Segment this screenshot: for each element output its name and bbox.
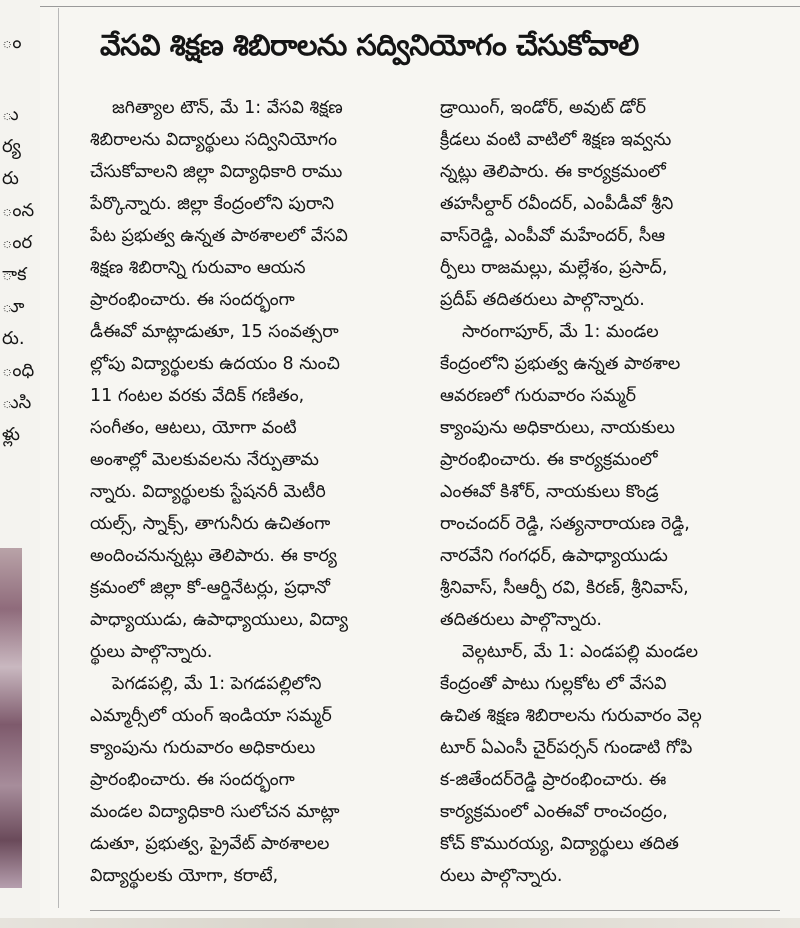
article-line: ప్రదీప్ తదితరులు పాల్గొన్నారు. xyxy=(440,290,645,310)
article-line: నారవేని గంగధర్, ఉపాధ్యాయుడు xyxy=(440,546,668,566)
article-line: చేసుకోవాలని జిల్లా విద్యాధికారి రాము xyxy=(90,162,343,182)
page-bottom-edge xyxy=(0,918,800,928)
article-line: డీఈవో మాట్లాడుతూ, 15 సంవత్సరా xyxy=(90,322,339,342)
article-line: ప్రారంభించారు. ఈ సందర్భంగా xyxy=(90,290,295,310)
article-line: క్యాంపును గురువారం అధికారులు xyxy=(90,738,316,758)
article-line: ఎమ్మార్సీలో యంగ్ ఇండియా సమ్మర్ xyxy=(90,706,332,726)
strip-line: ు xyxy=(2,104,19,125)
top-rule xyxy=(0,0,800,7)
adjacent-article-strip xyxy=(0,0,40,928)
strip-line: ర్య xyxy=(2,136,21,157)
article-line: యల్స్, స్నాక్స్, తాగునీరు ఉచితంగా xyxy=(90,514,331,534)
article-line: టూర్ ఏఎంసీ చైర్‌పర్సన్ గుండాటి గోపి xyxy=(440,738,693,758)
article-line: సంగీతం, ఆటలు, యోగా వంటి xyxy=(90,418,297,438)
strip-line: ాక xyxy=(2,264,27,285)
strip-line: ం xyxy=(2,32,22,53)
article-line: మండల విద్యాధికారి సులోచన మాట్లా xyxy=(90,802,340,822)
article-line: కేంద్రంతో పాటు గుల్లకోట లో వేసవి xyxy=(440,674,667,694)
article-line: న్నారు. విద్యార్థులకు స్టేషనరీ మెటీరి xyxy=(90,482,326,502)
article-line: ర్థులు పాల్గొన్నారు. xyxy=(90,642,213,662)
strip-line: ుసి xyxy=(2,392,32,413)
article-line: క్రమంలో జిల్లా కో-ఆర్డినేటర్లు, ప్రధానో xyxy=(90,578,331,598)
headline: వేసవి శిక్షణ శిబిరాలను సద్వినియోగం చేసుకోవాలి xyxy=(100,28,639,62)
strip-line: ంర xyxy=(2,232,33,253)
strip-line: ళ్లు xyxy=(2,424,20,445)
strip-line: రు. xyxy=(2,328,25,349)
article-line: కేంద్రంలోని ప్రభుత్వ ఉన్నత పాఠశాల xyxy=(440,354,681,374)
article-line: ఎంఈవో కిశోర్, నాయకులు కొండ్ర xyxy=(440,482,659,502)
article-line: కార్యక్రమంలో ఎంఈవో రాంచంద్రం, xyxy=(440,802,668,822)
article-line: క-జితేందర్‌రెడ్డి ప్రారంభించారు. ఈ xyxy=(440,770,667,790)
article-line: పాధ్యాయుడు, ఉపాధ్యాయులు, విద్యా xyxy=(90,610,348,630)
article-line: రులు పాల్గొన్నారు. xyxy=(440,866,563,886)
article-line: ర్పీలు రాజమల్లు, మల్లేశం, ప్రసాద్, xyxy=(440,258,668,278)
article-line: 11 గంటల వరకు వేదిక్ గణితం, xyxy=(90,386,305,406)
article-line: న్నట్లు తెలిపారు. ఈ కార్యక్రమంలో xyxy=(440,162,666,182)
article-column-right xyxy=(440,92,770,892)
article-line: వెల్గటూర్, మే 1: ఎండపల్లి మండల xyxy=(462,642,699,662)
article-line: పెగడపల్లి, మే 1: పెగడపల్లిలోని xyxy=(112,674,322,694)
article-line: డ్రాయింగ్, ఇండోర్, అవుట్ డోర్ xyxy=(440,98,646,118)
article-line: తదితరులు పాల్గొన్నారు. xyxy=(440,610,602,630)
article-column-left xyxy=(90,92,420,892)
article-line: అందించనున్నట్లు తెలిపారు. ఈ కార్య xyxy=(90,546,337,566)
article-line: వాస్‌రెడ్డి, ఎంపీవో మహేందర్, సీఆ xyxy=(440,226,666,246)
bottom-rule xyxy=(90,910,780,911)
article-line: ప్రారంభించారు. ఈ సందర్భంగా xyxy=(90,770,295,790)
article-line: జగిత్యాల టౌన్, మే 1: వేసవి శిక్షణ xyxy=(112,98,343,118)
article-line: ఆవరణలో గురువారం సమ్మర్ xyxy=(440,386,636,406)
article-line: శిబిరాలను విద్యార్థులు సద్వినియోగం xyxy=(90,130,337,150)
article-line: క్రీడలు వంటి వాటిలో శిక్షణ ఇవ్వను xyxy=(440,130,672,150)
article-line: కోచ్ కొమురయ్య, విద్యార్థులు తదిత xyxy=(440,834,679,854)
article-line: ఉచిత శిక్షణ శిబిరాలను గురువారం వెల్గ xyxy=(440,706,702,726)
article-line: డుతూ, ప్రభుత్వ, ప్రైవేట్ పాఠశాలల xyxy=(90,834,330,854)
strip-line: ంన xyxy=(2,200,35,221)
article-line: పేట ప్రభుత్వ ఉన్నత పాఠశాలలో వేసవి xyxy=(90,226,348,246)
strip-line: ూ xyxy=(2,296,25,317)
article-line: శిక్షణ శిబిరాన్ని గురువాం ఆయన xyxy=(90,258,306,278)
article-line: పేర్కొన్నారు. జిల్లా కేంద్రంలోని పురాని xyxy=(90,194,335,214)
strip-line: రు xyxy=(2,168,19,189)
article-line: అంశాల్లో మెలకువలను నేర్పుతామ xyxy=(90,450,319,470)
article-line: ల్లోపు విద్యార్థులకు ఉదయం 8 నుంచి xyxy=(90,354,340,374)
strip-line: ంధి xyxy=(2,360,35,381)
article-line: రాంచందర్ రెడ్డి, సత్యనారాయణ రెడ్డి, xyxy=(440,514,690,534)
article-line: తహసీల్దార్ రవీందర్, ఎంపీడీవో శ్రీని xyxy=(440,194,674,214)
article-line: క్యాంపును అధికారులు, నాయకులు xyxy=(440,418,675,438)
article-line: శ్రీనివాస్, సీఆర్పీ రవి, కిరణ్, శ్రీనివాస్, xyxy=(440,578,689,598)
column-divider xyxy=(58,8,59,908)
article-line: ప్రారంభించారు. ఈ కార్యక్రమంలో xyxy=(440,450,658,470)
article-line: సారంగాపూర్, మే 1: మండల xyxy=(462,322,659,342)
adjacent-photo xyxy=(0,548,22,888)
article-line: విద్యార్థులకు యోగా, కరాటే, xyxy=(90,866,279,886)
